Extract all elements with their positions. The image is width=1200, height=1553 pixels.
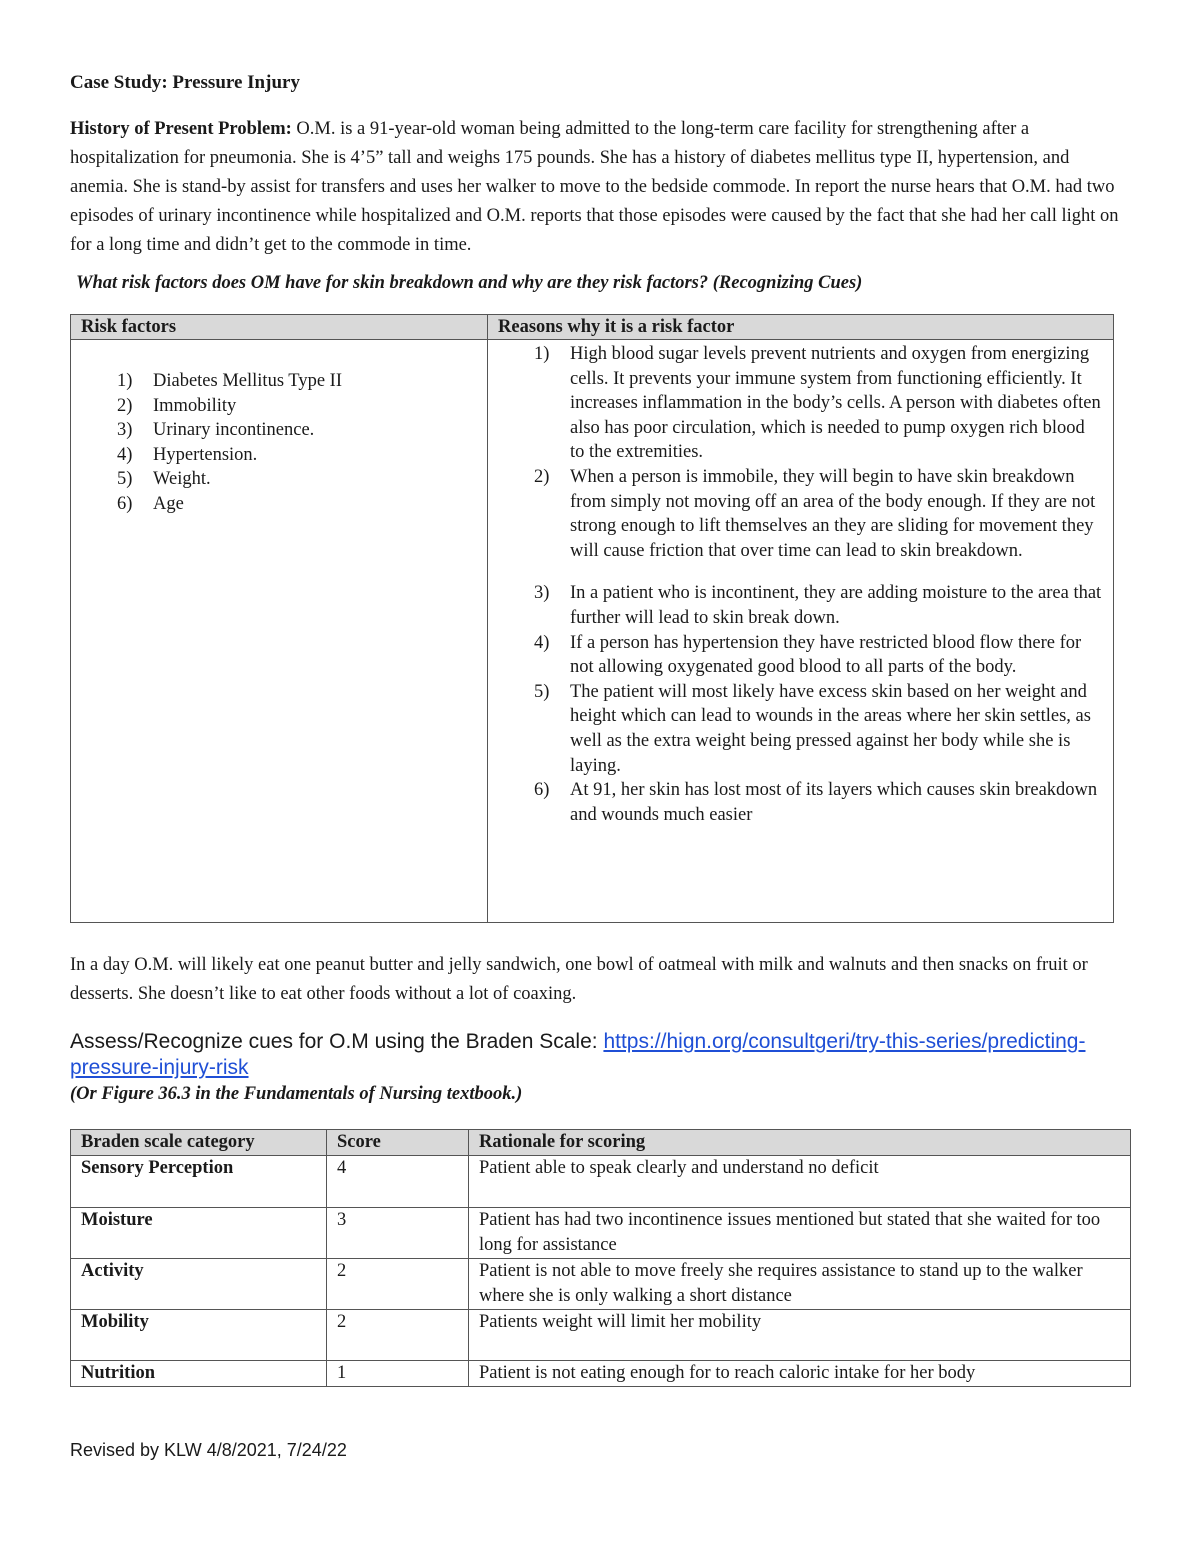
reason-text: In a patient who is incontinent, they are adding moisture to the area that further will lead to skin break down. [570, 583, 1102, 628]
braden-category: Moisture [71, 1208, 327, 1259]
document-title: Case Study: Pressure Injury [70, 72, 300, 93]
table-row [71, 1156, 1131, 1208]
history-text: O.M. is a 91-year-old woman being admitted to the long-term care facility for strengthening after a hospitalization for pneumonia. She is 4’5” tall and weighs 175 pounds. She has a history of diabetes mellitus type II, hypertension, and anemia. She is stand-by assist for transfers and uses her walker to move to the bedside commode. In report the nurse hears that O.M. had two episodes of urinary incontinence while hospitalized and O.M. reports that those episodes were caused by the fact that she had her call light on for a long time and didn’t get to the commode in time. [70, 119, 1119, 255]
list-number: 6) [534, 780, 550, 801]
risk-factor-text: Weight. [153, 469, 211, 490]
risk-factor-text: Urinary incontinence. [153, 420, 315, 441]
rationale-header: Rationale for scoring [469, 1130, 1131, 1156]
braden-scale-table [70, 1129, 1131, 1387]
reasons-cell [488, 340, 1114, 923]
list-number: 4) [534, 632, 550, 653]
list-number: 3) [534, 583, 550, 604]
category-header: Braden scale category [71, 1130, 327, 1156]
risk-factor-text: Diabetes Mellitus Type II [153, 371, 342, 391]
risk-factors-cell [71, 340, 488, 923]
risk-factor-list [71, 369, 487, 517]
risk-factor-text: Immobility [153, 395, 237, 416]
figure-note: (Or Figure 36.3 in the Fundamentals of Nursing textbook.) [70, 1084, 523, 1104]
reason-text: High blood sugar levels prevent nutrients and oxygen from energizing cells. It prevents your immune system from functioning efficiently. It increases inflammation in the body’s cells. A person with diabetes often also has poor circulation, which is needed to pump oxygen rich blood to the extremities. [570, 344, 1101, 463]
history-label: History of Present Problem: [70, 119, 292, 139]
braden-score: 4 [327, 1156, 469, 1208]
risk-table-row [71, 340, 1114, 923]
list-number: 4) [117, 444, 133, 465]
risk-table-header [71, 315, 1114, 340]
reason-item [488, 465, 1103, 563]
document-page [70, 68, 1130, 1387]
reason-item [488, 342, 1103, 465]
diet-paragraph: In a day O.M. will likely eat one peanut butter and jelly sandwich, one bowl of oatmeal with milk and walnuts and then snacks on fruit or desserts. She doesn’t like to eat other foods without a lot of coaxing. [70, 955, 1088, 1004]
list-number: 5) [534, 681, 550, 702]
risk-factor-item [71, 369, 487, 394]
list-number: 1) [534, 344, 550, 364]
list-number: 3) [117, 420, 133, 441]
list-number: 2) [117, 395, 133, 416]
table-row [71, 1259, 1131, 1310]
score-header: Score [327, 1130, 469, 1156]
table-row [71, 1310, 1131, 1361]
risk-factor-text: Hypertension. [153, 444, 258, 465]
risk-factors-table [70, 314, 1114, 923]
braden-category: Nutrition [71, 1361, 327, 1387]
braden-category: Sensory Perception [71, 1156, 327, 1208]
table-row [71, 1361, 1131, 1387]
list-number: 1) [117, 371, 133, 391]
braden-rationale: Patients weight will limit her mobility [469, 1310, 1131, 1361]
risk-factor-text: Age [153, 493, 184, 514]
braden-rationale: Patient has had two incontinence issues mentioned but stated that she waited for too long for assistance [469, 1208, 1131, 1259]
list-number: 2) [534, 466, 550, 487]
reason-item [488, 631, 1103, 680]
braden-table-header [71, 1130, 1131, 1156]
reasons-header: Reasons why it is a risk factor [488, 315, 1114, 340]
braden-category: Mobility [71, 1310, 327, 1361]
list-number: 6) [117, 493, 133, 514]
reason-item [488, 581, 1103, 630]
reason-list [488, 342, 1103, 827]
braden-rationale: Patient able to speak clearly and understand no deficit [469, 1156, 1131, 1208]
risk-factors-header: Risk factors [71, 315, 488, 340]
braden-rationale: Patient is not eating enough for to reach caloric intake for her body [469, 1361, 1131, 1387]
braden-score: 2 [327, 1259, 469, 1310]
reason-text: At 91, her skin has lost most of its layers which causes skin breakdown and wounds much easier [570, 780, 1098, 825]
assess-paragraph [70, 1029, 1130, 1081]
risk-factor-item [71, 394, 487, 419]
braden-category: Activity [71, 1259, 327, 1310]
risk-factor-item [71, 418, 487, 443]
braden-score: 2 [327, 1310, 469, 1361]
risk-factor-item [71, 492, 487, 517]
revision-footer: Revised by KLW 4/8/2021, 7/24/22 [70, 1440, 347, 1460]
braden-scale-link[interactable]: https://hign.org/consultgeri/try-this-series/predicting-pressure-injury-risk [70, 1030, 1086, 1079]
history-paragraph [70, 115, 1130, 260]
reason-text: When a person is immobile, they will begin to have skin breakdown from simply not moving off an area of the body enough. If they are not strong enough to lift themselves an they are sliding for movement they will cause friction that over time can lead to skin breakdown. [570, 466, 1096, 561]
reason-item [488, 778, 1103, 827]
reason-item [488, 680, 1103, 778]
risk-factor-item [71, 443, 487, 468]
reason-text: If a person has hypertension they have restricted blood flow there for not allowing oxygenated good blood to all parts of the body. [570, 632, 1082, 678]
assess-text: Assess/Recognize cues for O.M using the Braden Scale: [70, 1030, 604, 1053]
risk-factor-item [71, 467, 487, 492]
braden-score: 1 [327, 1361, 469, 1387]
table-row [71, 1208, 1131, 1259]
braden-rationale: Patient is not able to move freely she requires assistance to stand up to the walker where she is only walking a short distance [469, 1259, 1131, 1310]
list-number: 5) [117, 469, 133, 490]
risk-question: What risk factors does OM have for skin breakdown and why are they risk factors? (Recognizing Cues) [76, 273, 863, 293]
braden-score: 3 [327, 1208, 469, 1259]
reason-text: The patient will most likely have excess skin based on her weight and height which can lead to wounds in the areas where her skin settles, as well as the extra weight being pressed against her body while she is laying. [570, 681, 1091, 776]
